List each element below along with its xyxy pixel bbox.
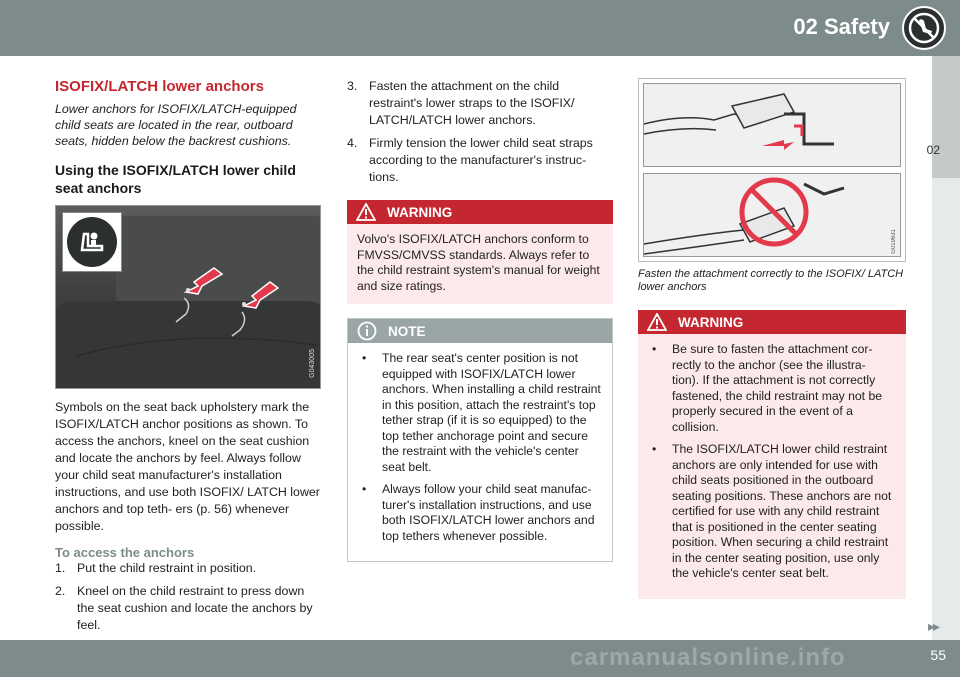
note-header — [348, 319, 612, 343]
column-2 — [347, 78, 613, 562]
body-paragraph: Symbols on the seat back upholstery mark the ISOFIX/LATCH anchor positions as shown. To access the anchors, kneel on the seat cushion and locate the anchors by feel. Always follow your child seat manufacturer's installation instructions, and use both ISOFIX/ LATCH lower anchors and top teth- ers (p. 56) whenever possible. — [55, 400, 320, 533]
access-title: To access the anchors — [55, 545, 195, 560]
page-number: 55 — [930, 647, 946, 663]
anchor-arrows — [56, 206, 321, 389]
chapter-title: 02 Safety — [793, 14, 890, 39]
warning-triangle-icon — [355, 202, 377, 222]
list-item: 2. Kneel on the child restraint to press down the seat cushion and locate the anchors by feel. — [55, 584, 313, 632]
info-icon — [356, 321, 378, 341]
correct-attachment-drawing — [644, 84, 902, 168]
warning-header — [347, 200, 613, 224]
watermark: carmanualsonline.info — [570, 644, 846, 671]
note-body — [348, 343, 612, 561]
steps-list-continued — [347, 78, 613, 186]
list-item: • The rear seat's center position is not equipped with ISOFIX/LATCH lower anchors. When installing a child restraint in this position, attach the restraint's top tether strap (if it is so equipped) to the top tether anchorage point and secure the restraint with the vehicle's center seat belt. — [358, 351, 602, 475]
list-item: • Always follow your child seat manufac- turer's installation instructions, and use both ISOFIX/LATCH lower anchors and top tethers whenever possible. — [358, 482, 602, 544]
subsection-title: Using the ISOFIX/LATCH lower child seat anchors — [55, 162, 296, 196]
column-3 — [638, 78, 906, 599]
lead-paragraph: Lower anchors for ISOFIX/LATCH-equipped child seats are located in the rear, outboard seats, hidden below the backrest cushions. — [55, 102, 297, 148]
correct-attachment-panel — [643, 83, 901, 167]
list-item: • Be sure to fasten the attachment cor- rectly to the anchor (see the illustra- tion). If the attachment is not correctly fastened, the child restraint may not be properly secured in the event of a collision. — [648, 342, 896, 435]
warning-box — [347, 200, 613, 304]
warning-body — [638, 334, 906, 599]
note-list — [358, 351, 602, 544]
no-child-seat-icon — [902, 6, 946, 50]
seat-anchor-photo — [55, 205, 321, 389]
column-1 — [55, 78, 321, 640]
attachment-illustration — [638, 78, 906, 262]
list-item: 4. Firmly tension the lower child seat straps according to the manufacturer's instruc- tions. — [347, 136, 593, 184]
steps-list — [55, 560, 321, 634]
note-label: NOTE — [388, 323, 426, 339]
warning-label: WARNING — [678, 314, 744, 330]
section-title: ISOFIX/LATCH lower anchors — [55, 78, 264, 95]
chapter-tab[interactable] — [932, 56, 960, 178]
arrow-right-icon — [244, 282, 278, 308]
illustration-code: G019631 — [891, 229, 897, 254]
figure-caption: Fasten the attachment correctly to the ISOFIX/ LATCH lower anchors — [638, 268, 904, 293]
warning-box — [638, 310, 906, 599]
arrow-right-icon — [186, 268, 222, 294]
list-item: 3. Fasten the attachment on the child restraint's lower straps to the ISOFIX/ LATCH/LATCH lower anchors. — [347, 79, 575, 127]
note-box — [347, 318, 613, 562]
incorrect-attachment-panel — [643, 173, 901, 257]
photo-code: G043005 — [309, 349, 316, 378]
warning-list — [648, 342, 896, 582]
warning-header — [638, 310, 906, 334]
warning-label: WARNING — [387, 204, 453, 220]
chapter-tab-label: 02 — [926, 143, 940, 157]
warning-triangle-icon — [646, 312, 668, 332]
list-item: • The ISOFIX/LATCH lower child restraint anchors are only intended for use with child seats positioned in the outboard seating positions. These anchors are not certified for use with any child restraint that is positioned in the center seating position. When securing a child restraint in the center seating position, use only the vehicle's center seat belt. — [648, 442, 896, 582]
incorrect-attachment-drawing — [644, 174, 902, 258]
list-item: 1. Put the child restraint in position. — [55, 561, 257, 575]
warning-text: Volvo's ISOFIX/LATCH anchors conform to FMVSS/CMVSS standards. Always refer to the child restraint system's manual for weight and size ratings. — [357, 232, 600, 293]
next-page-icon[interactable]: ▸▸ — [927, 618, 938, 634]
